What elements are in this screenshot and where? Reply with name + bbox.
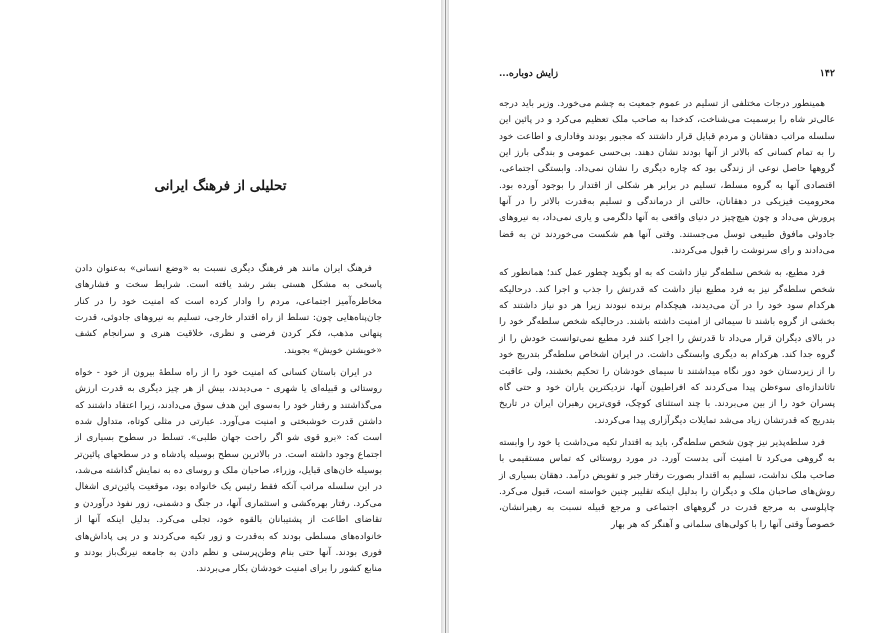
right-page <box>449 0 889 633</box>
running-title: زایش دوباره... <box>499 68 559 79</box>
right-page-body <box>499 96 835 533</box>
left-page-body <box>75 261 382 578</box>
right-paragraph-1: همینطور درجات مختلفی از تسلیم در عموم جمعیت به چشم می‌خورد. وزیر باید درجه عالی‌تر شاه را برسمیت می‌شناخت، کدخدا به صاحب ملک تعظیم می‌کرد و در پائین این سلسله مراتب دهقانان و مردم قبایل قرار داشتند که مجبور بودند وفاداری و اطاعت خود را به تمام کسانی که بالاتر از آنها بودند نشان دهند. بی‌حسی عمومی و بندگی بارز این گروهها حاصل نوعی از زندگی بود که چاره دیگری را نشان نمی‌داد. وابستگی اجتماعی، اقتصادی آنها به گروه مسلط، تسلیم در برابر هر شکلی از اقتدار را بوجود آورده بود. محرومیت فیزیکی در دهقانان، حالتی از درماندگی و تسلیم به‌قدرت بالاتر را در آنها پرورش می‌داد و چون هیچ‌چیز در دنیای واقعی به آنها دلگرمی و یاری نمی‌داد، به نیروهای جادوئی مافوق طبیعی توسل می‌جستند. وقتی آنها هم شکست می‌خوردند تن به قضا می‌دادند و رای سرنوشت را قبول می‌کردند. <box>499 99 835 257</box>
gutter-divider <box>445 0 446 633</box>
chapter-title: تحلیلی از فرهنگ ایرانی <box>154 178 287 194</box>
right-paragraph-2: فرد مطیع، به شخص سلطه‌گر نیاز داشت که به او بگوید چطور عمل کند؛ همانطور که شخص سلطه‌گر نیز به فرد مطیع نیاز داشت که قدرتش را جذب و اجرا کند. درحالیکه هرکدام سود خود را در آن می‌دیدند، هیچکدام برنده نبودند زیرا هر دو نیاز داشتند که بخشی از گروه باشند تا سیمائی از امنیت داشته باشند. درحالیکه شخص سلطه‌گر خود را در بالای دیگران قرار می‌داد تا قدرتش را اجرا کنند فرد مطیع نمی‌توانست خودش را از گروه جدا کند. هرکدام به دیگری وابستگی داشت. در ایران اشخاص سلطه‌گر بتدریج خود را از زیردستان خود دور نگاه میداشتند تا سیمای خودشان را تحکیم بخشند، ولی عاقبت تاثاندازه‌ای سوءظن پیدا می‌کردند که افراطیون آنها، نزدیکترین یاران خود و حتی گاه پسران خود را از بین می‌بردند. با چند استثنای کوچک، قوی‌ترین رهبران ایران در تاریخ بتدریج که قدرتشان زیاد می‌شد تمایلات دیگرآزاری پیدا می‌کردند. <box>499 268 835 426</box>
page-number: ۱۴۲ <box>819 68 835 79</box>
left-page <box>0 0 441 633</box>
right-paragraph-3: فرد سلطه‌پذیر نیز چون شخص سلطه‌گر، باید به اقتدار تکیه می‌داشت یا خود را وابسته به گروهی می‌کرد تا امنیت آنی بدست آورد. در مورد روستائی که تماس مستقیمی با صاحب ملک نداشت، تسلیم به اقتدار بصورت رفتار جبر و تفویض درآمد. دهقان بسیاری از روش‌های صاحبان ملک و دیگران را بدلیل اینکه تقلیبر چنین خواسته است، قبول می‌کرد. چاپلوسی به مرجع قدرت در گروههای اجتماعی و مرجع قبیله نسبت به رهبرانشان، خصوصاً وقتی آنها را با کولی‌های سلمانی و آهنگر که هر بهار <box>499 437 835 530</box>
left-paragraph-2: در ایران باستان کسانی که امنیت خود را از راه سلطهٔ بیرون از خود - خواه روستائی و قبیله‌ای یا شهری - می‌دیدند، بیش از هر چیز دیگری به قدرت ارزش می‌گذاشتند و رفتار خود را به‌سوی این هدف سوق می‌دادند، زیرا اعتقاد داشتند که داشتن قدرت خوشبختی و امنیت می‌آورد. عبارتی در مثلی کوتاه، متداول شده است که: «برو قوی شو اگر راحت جهان طلبی». تسلط در سطوح بسیاری از اجتماع وجود داشته است. در بالاترین سطح بوسیله پادشاه و در سطحهای پائین‌تر بوسیله خان‌های قبایل، وزراء، صاحبان ملک و روسای ده به نمایش گذاشته می‌شد، در این سلسله مراتب آنکه فقط رئیس یک خانواده بود، موقعیت پائین‌تری اشغال می‌کرد. رفتار بهره‌کشی و استثماری آنها، در جنگ و دشمنی، زور نفوذ درآوردن و تقاضای اطاعت از پشتیبانان بالقوه خود، تجلی می‌کرد. بدلیل اینکه آنها از خانواده‌های مسلطی بودند که به‌قدرت و زور تکیه می‌کردند و در پی پاداش‌های فوری بودند. آنها حتی بنام وطن‌پرستی و نظم دادن به جامعه نیرنگ‌باز بودند و منابع کشور را برای امنیت خودشان بکار می‌بردند. <box>75 368 382 575</box>
running-header <box>499 68 835 82</box>
left-paragraph-1: فرهنگ ایران مانند هر فرهنگ دیگری نسبت به «وضع انسانی» به‌عنوان دادن پاسخی به مشکل هستی بشر رشد یافته است. شرایط سخت و فشارهای مخاطره‌آمیز اجتماعی، مردم را وادار کرده است که امنیت خود را در کنار جان‌پناه‌هایی چون: تسلط از راه اقتدار خارجی، تسلیم به نیروهای جادوئی، قدرت پنهانی مذهب، فکر کردن فرضی و نظری، خلاقیت هنری و سرانجام کشف «خویشتن خویش» بجویند. <box>75 264 382 356</box>
